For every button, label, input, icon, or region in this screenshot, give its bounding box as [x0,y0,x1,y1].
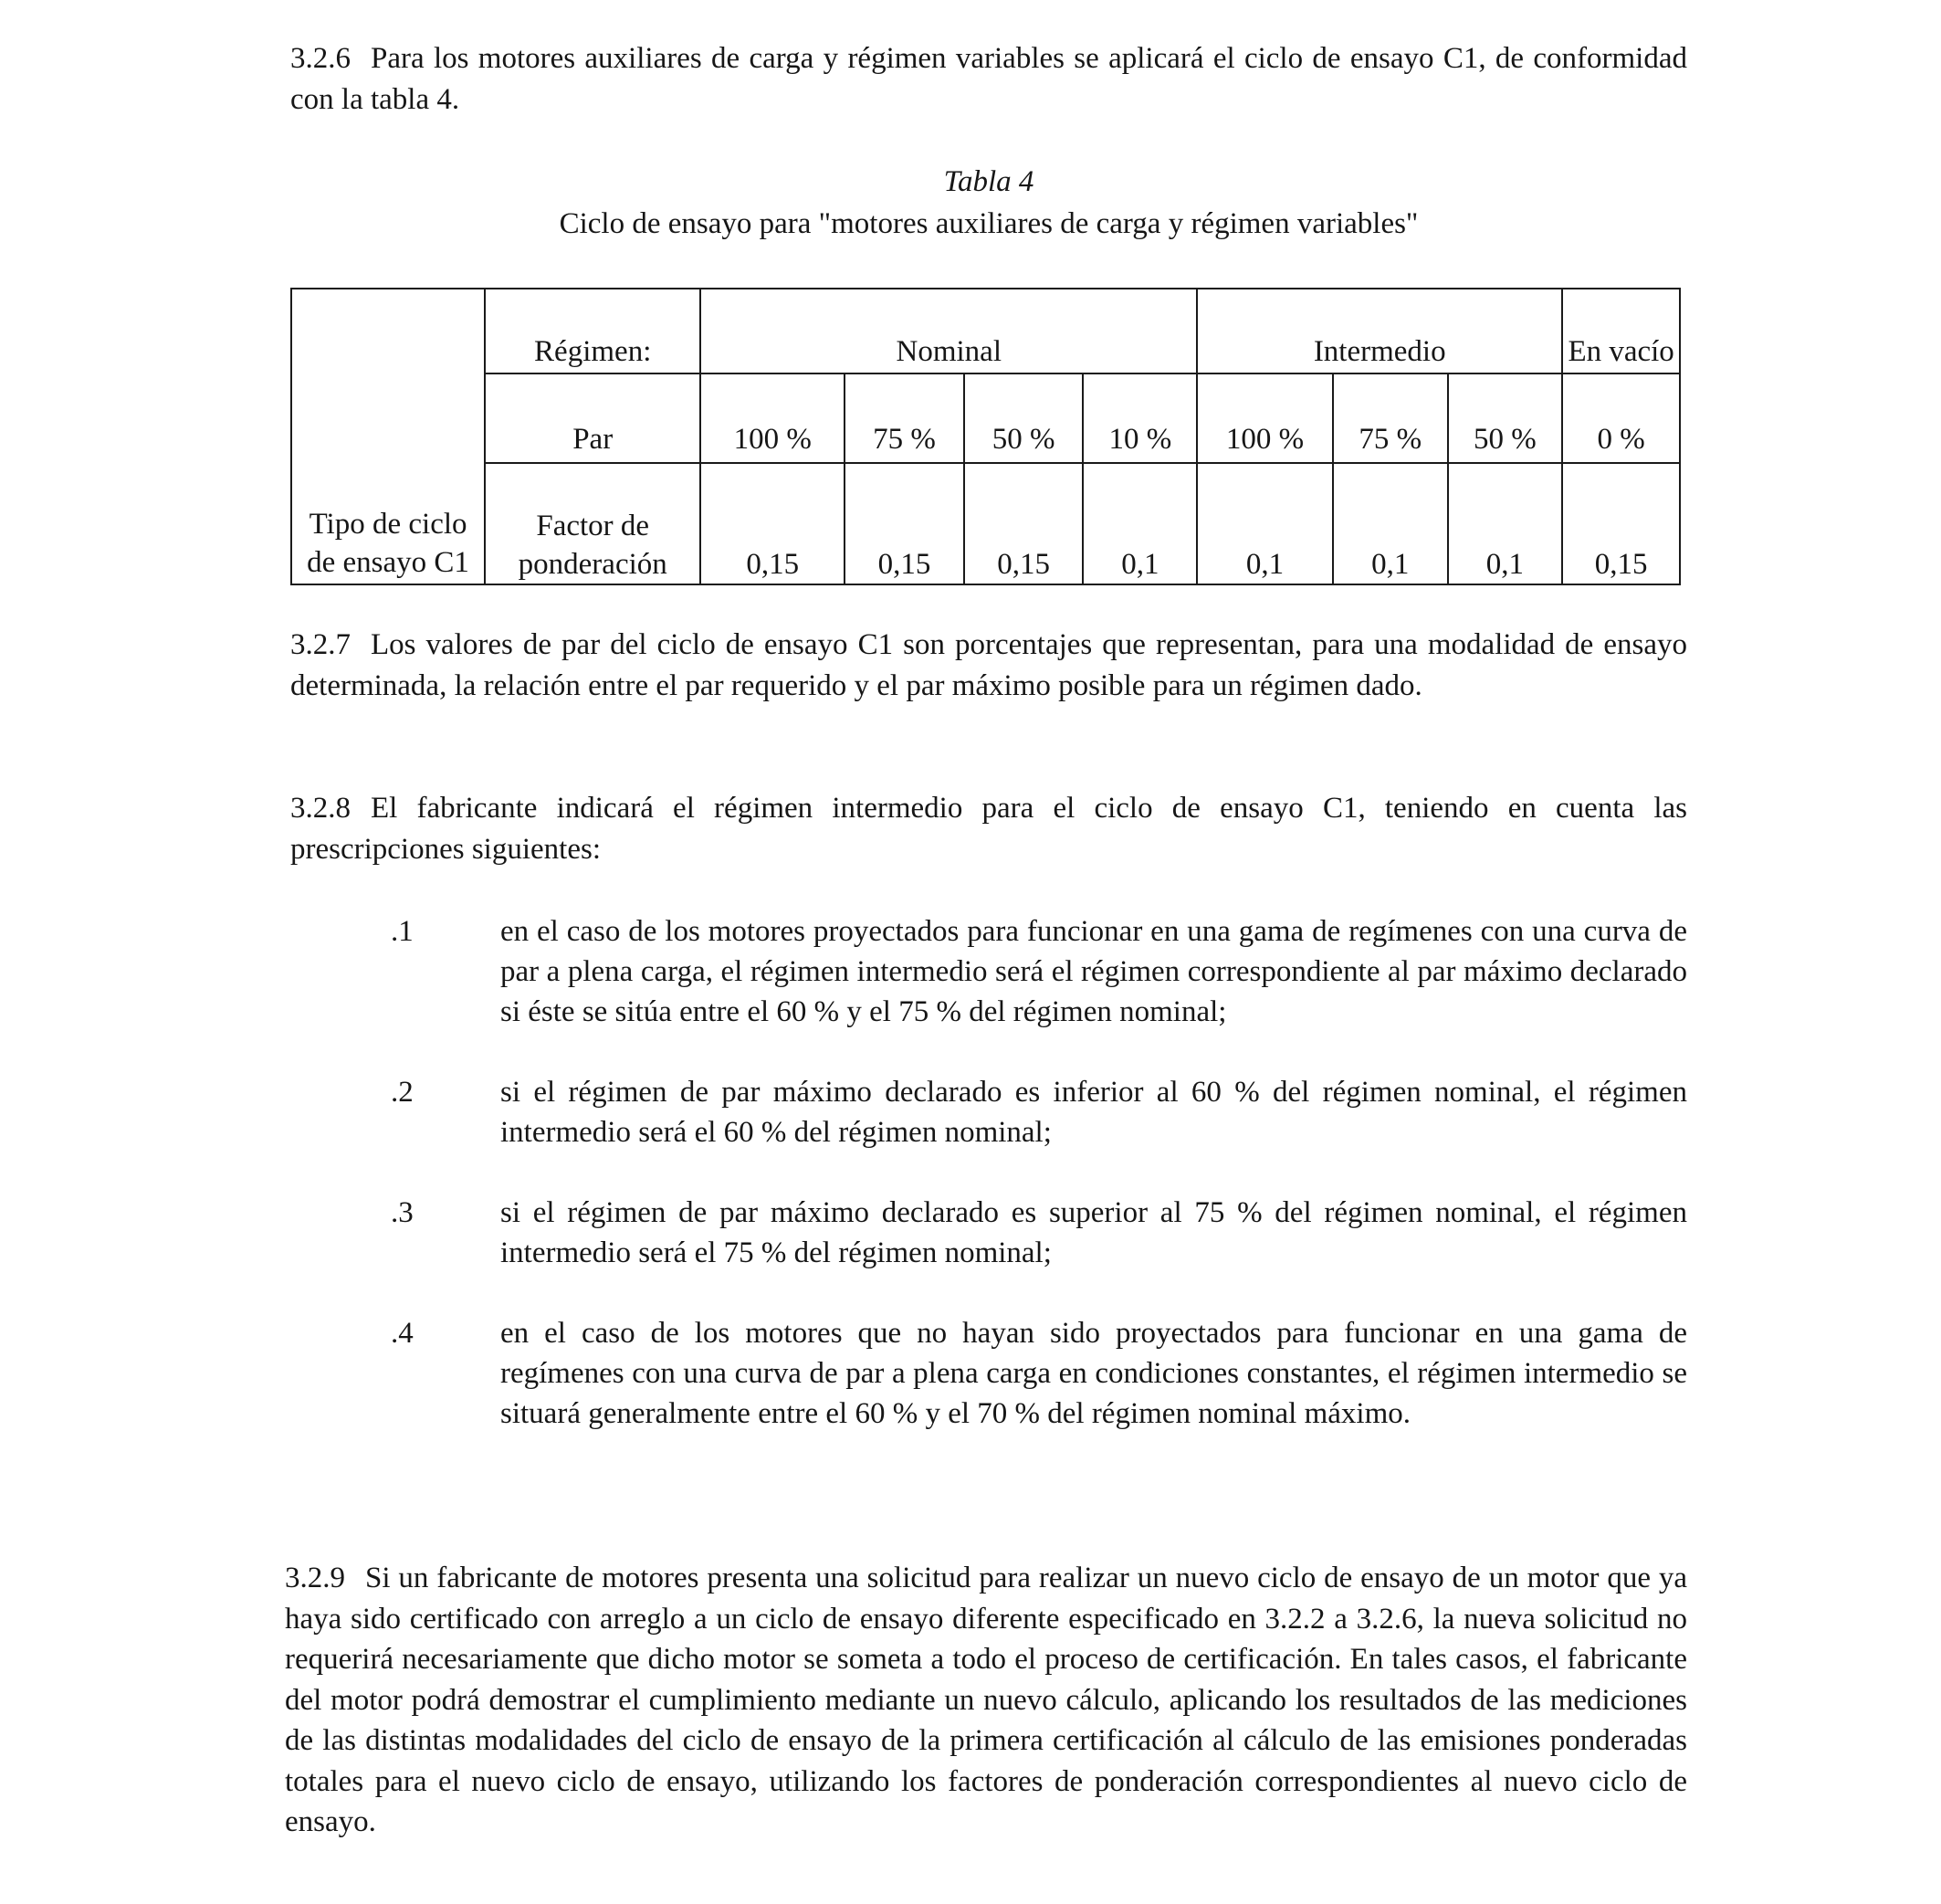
section-number: 3.2.9 [285,1562,345,1594]
par-cell: 75 % [1333,373,1448,463]
factor-label: Factor de ponderación [485,463,700,584]
list-item-text: en el caso de los motores que no hayan sido proyectados para funcionar en una gama de regímenes con una curva de par a plena carga en condiciones constantes, el régimen intermedio se situará generalmente entre el 60 % y el 70 % del régimen nominal máximo. [500,1317,1687,1430]
factor-cell: 0,15 [964,463,1084,584]
regimen-label: Régimen: [485,289,700,373]
factor-cell: 0,1 [1197,463,1333,584]
list-marker: .2 [391,1076,414,1109]
list-item [290,1193,1687,1273]
par-cell: 50 % [964,373,1084,463]
section-number: 3.2.8 [290,792,351,825]
paragraph-3-2-7 [290,625,1687,706]
list-item [290,911,1687,1032]
paragraph-text: El fabricante indicará el régimen intermedio para el ciclo de ensayo C1, teniendo en cuenta las prescripciones siguientes: [290,792,1687,866]
test-cycle-table [290,288,1681,585]
par-cell: 0 % [1562,373,1680,463]
intermedio-header: Intermedio [1197,289,1562,373]
factor-cell: 0,1 [1333,463,1448,584]
list-marker: .3 [391,1196,414,1229]
table-caption [290,161,1687,245]
paragraph-3-2-9 [285,1558,1687,1843]
section-number: 3.2.6 [290,42,351,75]
list-item-text: si el régimen de par máximo declarado es superior al 75 % del régimen nominal, el régimen intermedio será el 75 % del régimen nominal; [500,1196,1687,1269]
par-cell: 50 % [1448,373,1563,463]
list-item-text: si el régimen de par máximo declarado es inferior al 60 % del régimen nominal, el régimen intermedio será el 60 % del régimen nominal; [500,1076,1687,1149]
en-vacio-header: En vacío [1562,289,1680,373]
section-number: 3.2.7 [290,628,351,661]
paragraph-3-2-8 [290,788,1687,869]
table-subtitle: Ciclo de ensayo para "motores auxiliares de carga y régimen variables" [559,207,1419,240]
factor-cell: 0,1 [1083,463,1197,584]
list-marker: .4 [391,1317,414,1350]
par-cell: 10 % [1083,373,1197,463]
par-cell: 75 % [845,373,964,463]
paragraph-3-2-6 [290,38,1687,120]
par-cell: 100 % [700,373,845,463]
list-item-text: en el caso de los motores proyectados para funcionar en una gama de regímenes con una curva de par a plena carga, el régimen intermedio será el régimen correspondiente al par máximo declarado si éste se sitúa entre el 60 % y el 75 % del régimen nominal; [500,915,1687,1028]
paragraph-text: Los valores de par del ciclo de ensayo C1 son porcentajes que representan, para una modalidad de ensayo determinada, la relación entre el par requerido y el par máximo posible para un régimen dado. [290,628,1687,702]
list-marker: .1 [391,915,414,948]
factor-cell: 0,15 [700,463,845,584]
cycle-type-header: Tipo de ciclo de ensayo C1 [291,289,485,584]
factor-cell: 0,15 [845,463,964,584]
factor-cell: 0,15 [1562,463,1680,584]
table-title: Tabla 4 [943,165,1034,198]
nominal-header: Nominal [700,289,1197,373]
prescription-list [290,911,1687,1474]
paragraph-text: Para los motores auxiliares de carga y régimen variables se aplicará el ciclo de ensayo C1, de conformidad con la tabla 4. [290,42,1687,116]
list-item [290,1313,1687,1434]
factor-cell: 0,1 [1448,463,1563,584]
list-item [290,1072,1687,1152]
paragraph-text: Si un fabricante de motores presenta una solicitud para realizar un nuevo ciclo de ensayo de un motor que ya haya sido certificado con arreglo a un ciclo de ensayo diferente especificado en 3.2.2 a 3.2.6, la nueva solicitud no requerirá necesariamente que dicho motor se someta a todo el proceso de certificación. En tales casos, el fabricante del motor podrá demostrar el cumplimiento mediante un nuevo cálculo, aplicando los resultados de las mediciones de las distintas modalidades del ciclo de ensayo de la primera certificación al cálculo de las emisiones ponderadas totales para el nuevo ciclo de ensayo, utilizando los factores de ponderación correspondientes al nuevo ciclo de ensayo. [285,1562,1687,1838]
par-label: Par [485,373,700,463]
par-cell: 100 % [1197,373,1333,463]
